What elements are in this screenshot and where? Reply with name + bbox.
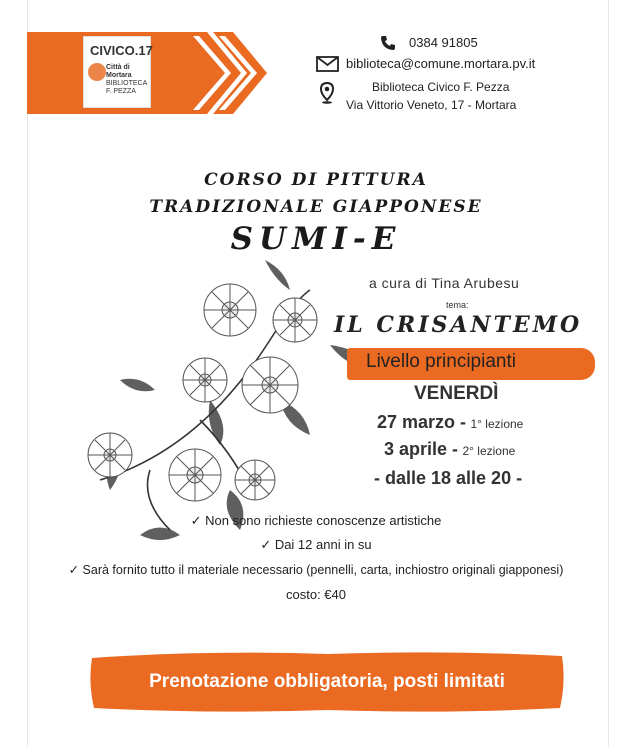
- lesson-1-note: 1° lezione: [470, 417, 524, 431]
- booking-text: Prenotazione obbligatoria, posti limitati: [149, 671, 505, 692]
- bullet-age: ✓ Dai 12 anni in su: [260, 537, 372, 552]
- course-title-line2: TRADIZIONALE GIAPPONESE: [149, 197, 483, 217]
- logo-subtitle: [106, 64, 148, 96]
- lesson-1: [377, 412, 523, 433]
- civico-logo: [83, 36, 151, 108]
- theme-label: tema:: [446, 300, 469, 310]
- envelope-icon: [316, 56, 339, 72]
- logo-circle: [88, 63, 106, 81]
- lesson-1-date: 27 marzo -: [377, 412, 467, 432]
- lesson-2: [384, 439, 515, 460]
- lesson-2-date: 3 aprile -: [384, 439, 459, 459]
- lesson-2-note: 2° lezione: [462, 444, 516, 458]
- logo-name: F. PEZZA: [106, 88, 136, 95]
- course-title-line1: CORSO DI PITTURA: [204, 170, 428, 190]
- bullet-no-experience: ✓ Non sono richieste conoscenze artistiche: [190, 513, 442, 528]
- library-address: Via Vittorio Veneto, 17 - Mortara: [346, 98, 517, 112]
- course-title-sumie: SUMI-E: [230, 221, 402, 257]
- phone-icon: [380, 35, 396, 51]
- theme-title: IL CRISANTEMO: [334, 312, 583, 338]
- email-link[interactable]: biblioteca@comune.mortara.pv.it: [346, 56, 536, 71]
- curator-text: a cura di Tina Arubesu: [369, 275, 520, 291]
- level-text: Livello principianti: [366, 351, 516, 372]
- chrysanthemum-illustration: [80, 250, 370, 550]
- logo-library: BIBLIOTECA: [106, 80, 148, 87]
- library-name: Biblioteca Civico F. Pezza: [372, 80, 510, 94]
- hours-text: - dalle 18 alle 20 -: [374, 468, 523, 488]
- phone-number[interactable]: 0384 91805: [409, 35, 478, 50]
- bullet-materials: ✓ Sarà fornito tutto il materiale necessario (pennelli, carta, inchiostro originali giapponesi): [68, 563, 564, 577]
- cost-text: costo: €40: [286, 587, 346, 602]
- logo-city: Città di Mortara: [106, 64, 132, 79]
- location-pin-icon: [320, 82, 334, 104]
- logo-title: CIVICO.17: [90, 43, 153, 58]
- day-text: VENERDÌ: [414, 383, 499, 404]
